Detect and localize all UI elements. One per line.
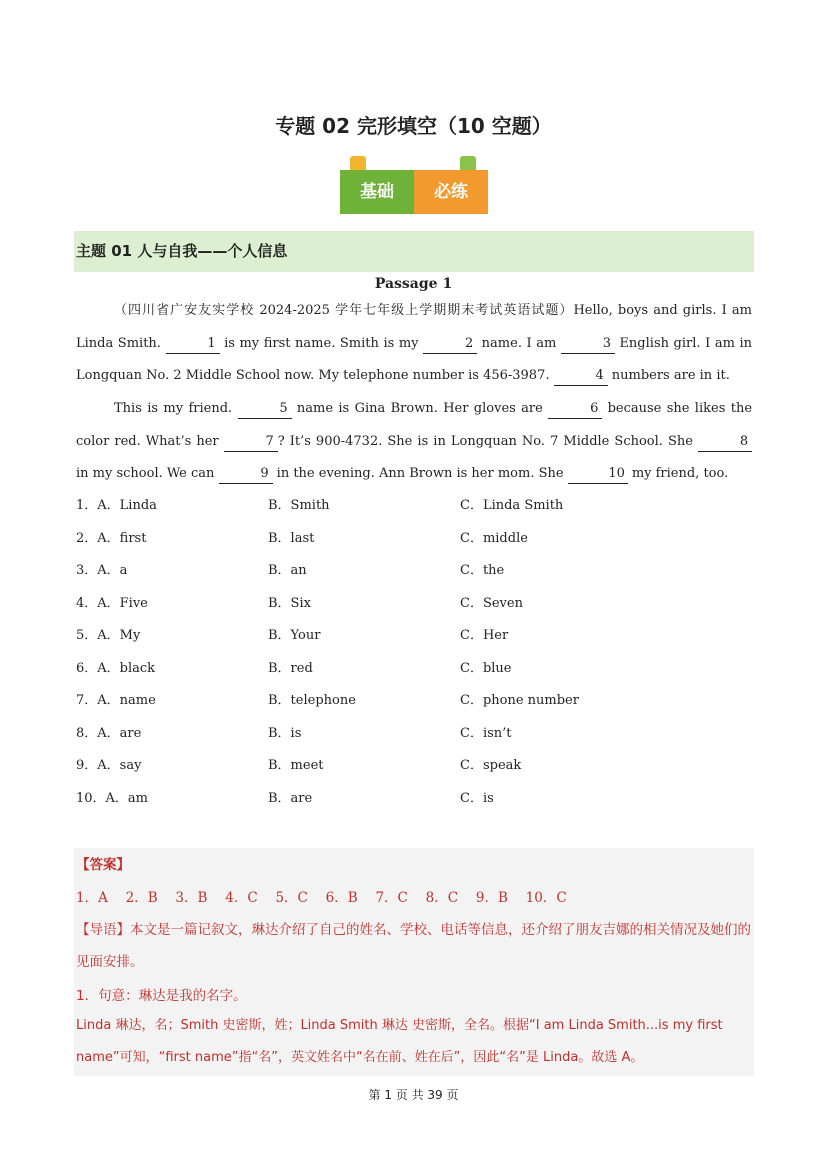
answer-explanation-body: Linda 琳达，名；Smith 史密斯，姓；Linda Smith 琳达 史密斯，全名。根据“I am Linda Smith...is my first name”可知，“first name”指“名”，英文姓名中“名在前、姓在后”，因此“名”是 Linda。故选 A。 xyxy=(76,1018,723,1065)
question-option-c[interactable]: C．Her xyxy=(460,628,509,643)
passage-title: Passage 1 xyxy=(374,276,453,292)
blank-7[interactable]: 7 xyxy=(224,433,278,452)
question-option-a[interactable]: 1．A．Linda xyxy=(76,498,157,513)
passage-paragraph-2: This is my friend. 5 name is Gina Brown. Her gloves are 6 because she likes the color red. What’s her 7 ? It’s 900-4732. She is in Longquan No. 7 Middle School. She 8 in my school. We can 9 in the evening. Ann Brown is her mom. She 10 my friend, too. xyxy=(76,393,752,491)
answer-guide: 【导语】本文是一篇记叙文，琳达介绍了自己的姓名、学校、电话等信息，还介绍了朋友吉娜的相关情况及她们的见面安排。 xyxy=(76,922,751,970)
question-option-a[interactable]: 7．A．name xyxy=(76,693,156,708)
section-badge xyxy=(340,156,488,214)
question-option-a[interactable]: 8．A．are xyxy=(76,726,142,741)
passage-paragraph-1: （四川省广安友实学校 2024-2025 学年七年级上学期期末考试英语试题）Hello, boys and girls. I am Linda Smith. 1 is my first name. Smith is my 2 name. I am 3 English girl. I am in Longquan No. 2 Middle School now. My telephone number is 456-3987. 4 numbers are in it. xyxy=(76,295,752,393)
question-option-c[interactable]: C．the xyxy=(460,563,505,578)
question-option-a[interactable]: 5．A．My xyxy=(76,628,141,643)
question-option-b[interactable]: B．an xyxy=(268,563,307,578)
topic-heading: 主题 01 人与自我——个人信息 xyxy=(74,231,754,272)
question-option-a[interactable]: 6．A．black xyxy=(76,661,156,676)
question-option-c[interactable]: C．Linda Smith xyxy=(460,498,564,513)
question-option-a[interactable]: 9．A．say xyxy=(76,758,142,773)
blank-4[interactable]: 4 xyxy=(554,367,608,386)
question-option-b[interactable]: B．Your xyxy=(268,628,321,643)
question-option-c[interactable]: C．is xyxy=(460,791,494,806)
page-footer: 第 1 页 共 39 页 xyxy=(368,1088,459,1102)
question-option-b[interactable]: B．red xyxy=(268,661,313,676)
question-option-a[interactable]: 3．A．a xyxy=(76,563,128,578)
answer-explanation-title: 1．句意：琳达是我的名字。 xyxy=(76,988,247,1004)
question-option-b[interactable]: B．are xyxy=(268,791,313,806)
blank-1[interactable]: 1 xyxy=(166,335,220,354)
question-option-a[interactable]: 10．A．am xyxy=(76,791,149,806)
question-option-c[interactable]: C．phone number xyxy=(460,693,579,708)
badge-label-left: 基础 xyxy=(360,182,394,202)
question-option-b[interactable]: B．Six xyxy=(268,596,311,611)
blank-9[interactable]: 9 xyxy=(219,465,273,484)
question-option-c[interactable]: C．middle xyxy=(460,531,528,546)
page-title: 专题 02 完形填空（10 空题） xyxy=(275,114,552,138)
blank-10[interactable]: 10 xyxy=(568,465,628,484)
question-option-a[interactable]: 4．A．Five xyxy=(76,596,148,611)
blank-8[interactable]: 8 xyxy=(698,433,752,452)
question-option-c[interactable]: C．isn’t xyxy=(460,726,512,741)
blank-6[interactable]: 6 xyxy=(548,400,602,419)
badge-label-right: 必练 xyxy=(434,182,468,202)
question-option-b[interactable]: B．meet xyxy=(268,758,324,773)
question-option-c[interactable]: C．blue xyxy=(460,661,512,676)
question-option-b[interactable]: B．is xyxy=(268,726,302,741)
blank-3[interactable]: 3 xyxy=(561,335,615,354)
answer-keys: 1．A 2．B 3．B 4．C 5．C 6．B 7．C 8．C 9．B 10．C xyxy=(76,890,567,906)
question-option-b[interactable]: B．last xyxy=(268,531,315,546)
blank-5[interactable]: 5 xyxy=(238,400,292,419)
answer-heading: 【答案】 xyxy=(76,857,130,873)
question-option-c[interactable]: C．Seven xyxy=(460,596,523,611)
question-option-c[interactable]: C．speak xyxy=(460,758,522,773)
question-option-b[interactable]: B．Smith xyxy=(268,498,330,513)
question-option-a[interactable]: 2．A．first xyxy=(76,531,147,546)
question-option-b[interactable]: B．telephone xyxy=(268,693,356,708)
blank-2[interactable]: 2 xyxy=(423,335,477,354)
